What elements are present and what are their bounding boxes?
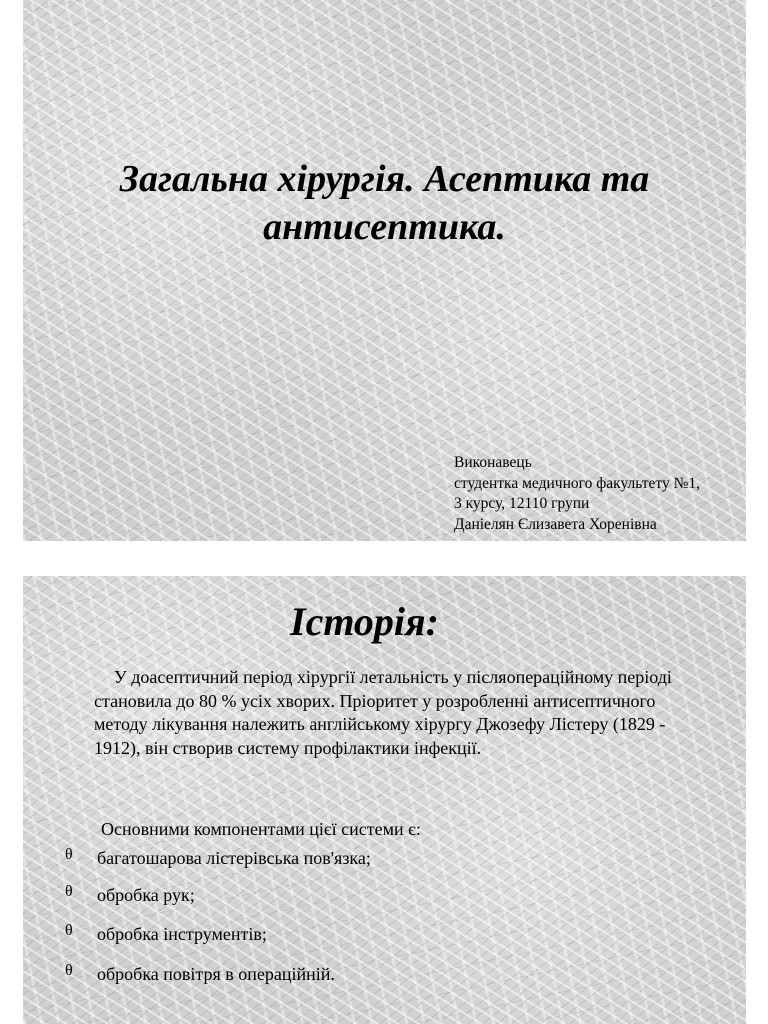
author-course-group: 3 курсу, 12110 групи	[454, 495, 590, 512]
theta-bullet-icon: θ	[65, 922, 73, 939]
theta-bullet-icon: θ	[65, 883, 73, 900]
slide-heading: Історія:	[290, 599, 439, 644]
list-item	[65, 846, 371, 870]
author-name: Даніелян Єлизавета Хоренівна	[454, 515, 657, 533]
list-item-text: багатошарова лістерівська пов'язка;	[97, 848, 371, 868]
history-paragraph: У доасептичний період хірургії летальність у післяопераційному періоді становила до 80 % усіх хворих. Пріоритет у розробленні антисептичного методу лікування належить англійському хірургу Джозефу Лістеру (1829 - 1912), він створив систему профілактики інфекції.	[94, 667, 672, 759]
history-slide	[23, 576, 746, 1024]
theta-bullet-icon: θ	[65, 846, 73, 863]
list-item	[65, 883, 195, 907]
list-item	[65, 962, 335, 986]
author-block	[454, 453, 700, 535]
slide-title: Загальна хірургія. Асептика та антисептика.	[119, 158, 650, 248]
author-faculty: студентка медичного факультету №1,	[454, 474, 700, 492]
author-role: Виконавець	[454, 454, 532, 471]
list-item-text: обробка повітря в операційній.	[97, 964, 335, 984]
title-slide	[23, 0, 746, 541]
list-item-text: обробка рук;	[97, 885, 195, 905]
theta-bullet-icon: θ	[65, 962, 73, 979]
list-item-text: обробка інструментів;	[97, 924, 267, 944]
list-item	[65, 922, 267, 946]
components-intro: Основними компонентами цієї системи є:	[101, 819, 421, 839]
